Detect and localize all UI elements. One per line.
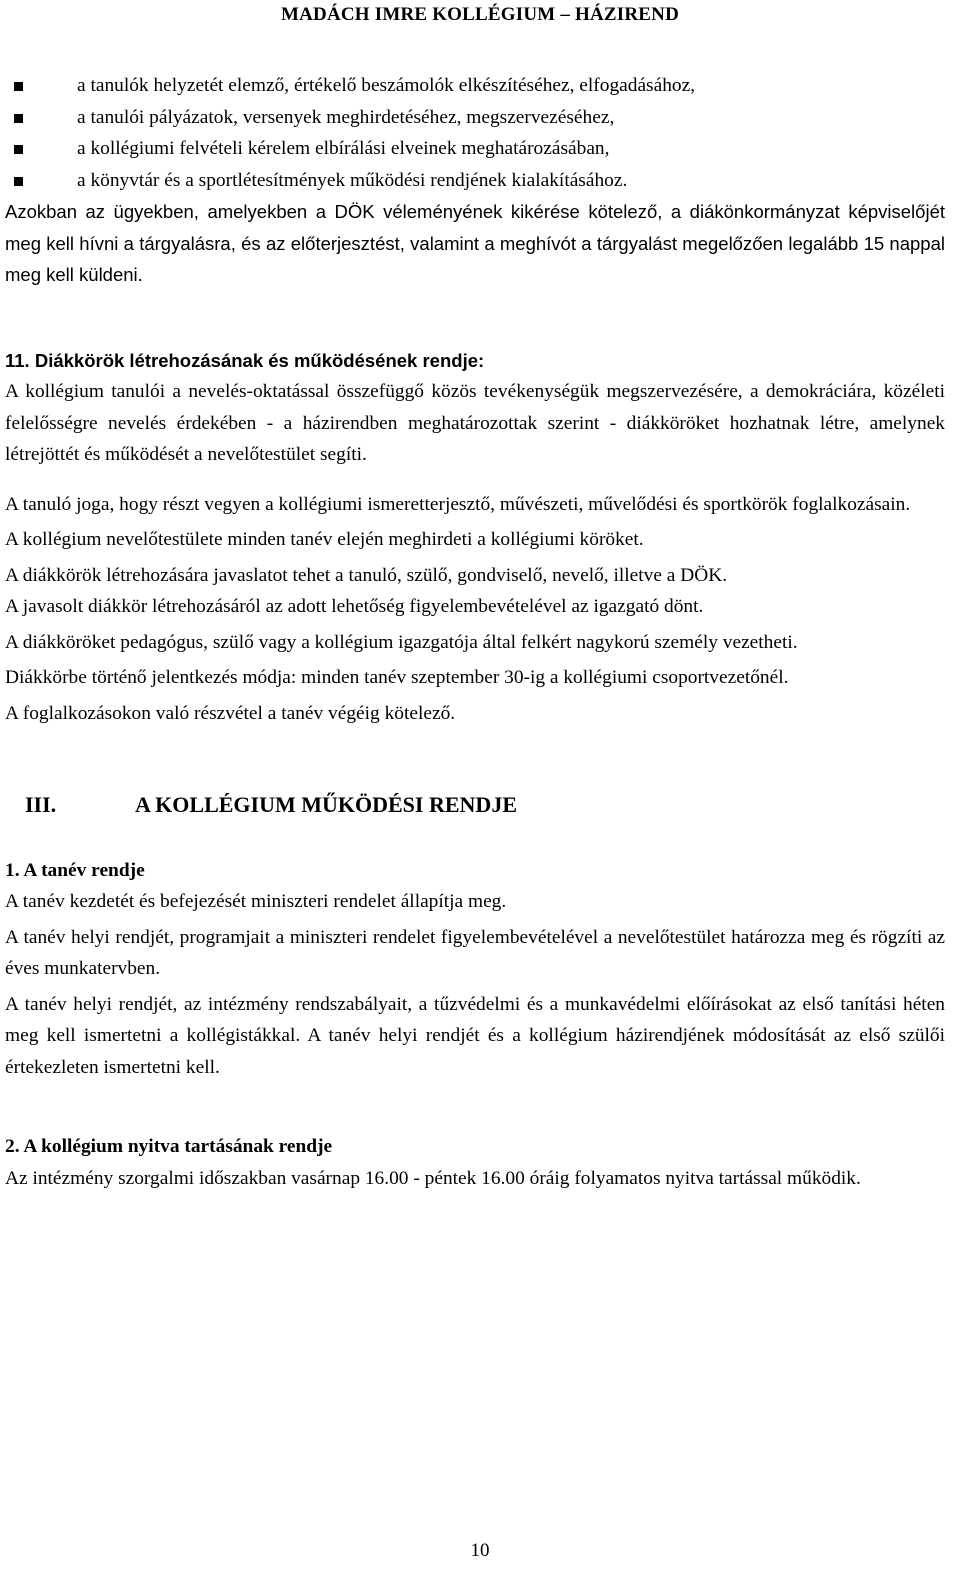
section-2-heading: 2. A kollégium nyitva tartásának rendje [5, 1136, 333, 1157]
paragraph: Az intézmény szorgalmi időszakban vasárnap 16.00 - péntek 16.00 óráig folyamatos nyitva tartással működik. [5, 1167, 861, 1189]
paragraph: A diákkörök létrehozására javaslatot tehet a tanuló, szülő, gondviselő, nevelő, illetve a DÖK. [5, 564, 728, 586]
list-item: a tanulók helyzetét elemző, értékelő beszámolók elkészítéséhez, elfogadásához, [5, 70, 945, 102]
paragraph: A diákköröket pedagógus, szülő vagy a kollégium igazgatója által felkért nagykorú személy vezetheti. [5, 631, 798, 653]
paragraph: A tanuló joga, hogy részt vegyen a kollégiumi ismeretterjesztő, művészeti, művelődési és sportkörök foglalkozásain. [5, 493, 911, 515]
document-body [5, 70, 945, 1194]
section-1-heading: 1. A tanév rendje [5, 859, 145, 881]
paragraph: A tanév helyi rendjét, az intézmény rendszabályait, a tűzvédelmi és a munkavédelmi előírásokat az első tanítási héten meg kell ismertetni a kollégistákkal. A tanév helyi rendjét és a kollégium házirendjének módosítását az első szülői értekezleten ismertetni kell. [5, 993, 945, 1078]
square-bullet-icon [14, 177, 23, 186]
square-bullet-icon [14, 145, 23, 154]
paragraph: A tanév helyi rendjét, programjait a miniszteri rendelet figyelembevételével a nevelőtestület határozza meg és rögzíti az éves munkatervben. [5, 926, 945, 979]
dok-paragraph: Azokban az ügyekben, amelyekben a DÖK véleményének kikérése kötelező, a diákönkormányzat képviselőjét meg kell hívni a tárgyalásra, és az előterjesztést, valamint a meghívót a tárgyalást megelőzően legalább 15 nappal meg kell küldeni. [5, 201, 945, 285]
square-bullet-icon [14, 82, 23, 91]
paragraph: A foglalkozásokon való részvétel a tanév végéig kötelező. [5, 702, 456, 724]
list-item: a tanulói pályázatok, versenyek meghirdetéséhez, megszervezéséhez, [5, 102, 945, 134]
page-number: 10 [470, 1540, 490, 1561]
chapter-number: III. [25, 792, 57, 817]
paragraph: A javasolt diákkör létrehozásáról az adott lehetőség figyelembevételével az igazgató dönt. [5, 596, 704, 617]
page-header: MADÁCH IMRE KOLLÉGIUM – HÁZIREND [280, 4, 680, 25]
paragraph: A kollégium nevelőtestülete minden tanév elején meghirdeti a kollégiumi köröket. [5, 529, 644, 550]
paragraph: A tanév kezdetét és befejezését miniszteri rendelet állapítja meg. [5, 891, 507, 912]
paragraph: Diákkörbe történő jelentkezés módja: minden tanév szeptember 30-ig a kollégiumi csoportvezetőnél. [5, 667, 789, 688]
list-item: a könyvtár és a sportlétesítmények működési rendjének kialakításához. [5, 165, 945, 197]
chapter-title: A KOLLÉGIUM MŰKÖDÉSI RENDJE [135, 792, 517, 817]
list-item: a kollégiumi felvételi kérelem elbírálási elveinek meghatározásában, [5, 133, 945, 165]
paragraph: A kollégium tanulói a nevelés-oktatással összefüggő közös tevékenységük megszervezésére, a demokráciára, közéleti felelősségre nevelés érdekében - a házirendben meghatározottak szerint - diákköröket hozhatnak létre, amelynek létrejöttét és működését a nevelőtestület segíti. [5, 381, 945, 465]
square-bullet-icon [14, 114, 23, 123]
chapter-heading [5, 789, 945, 821]
bullet-list [5, 70, 945, 196]
section-11-heading: 11. Diákkörök létrehozásának és működésének rendje: [5, 349, 485, 371]
